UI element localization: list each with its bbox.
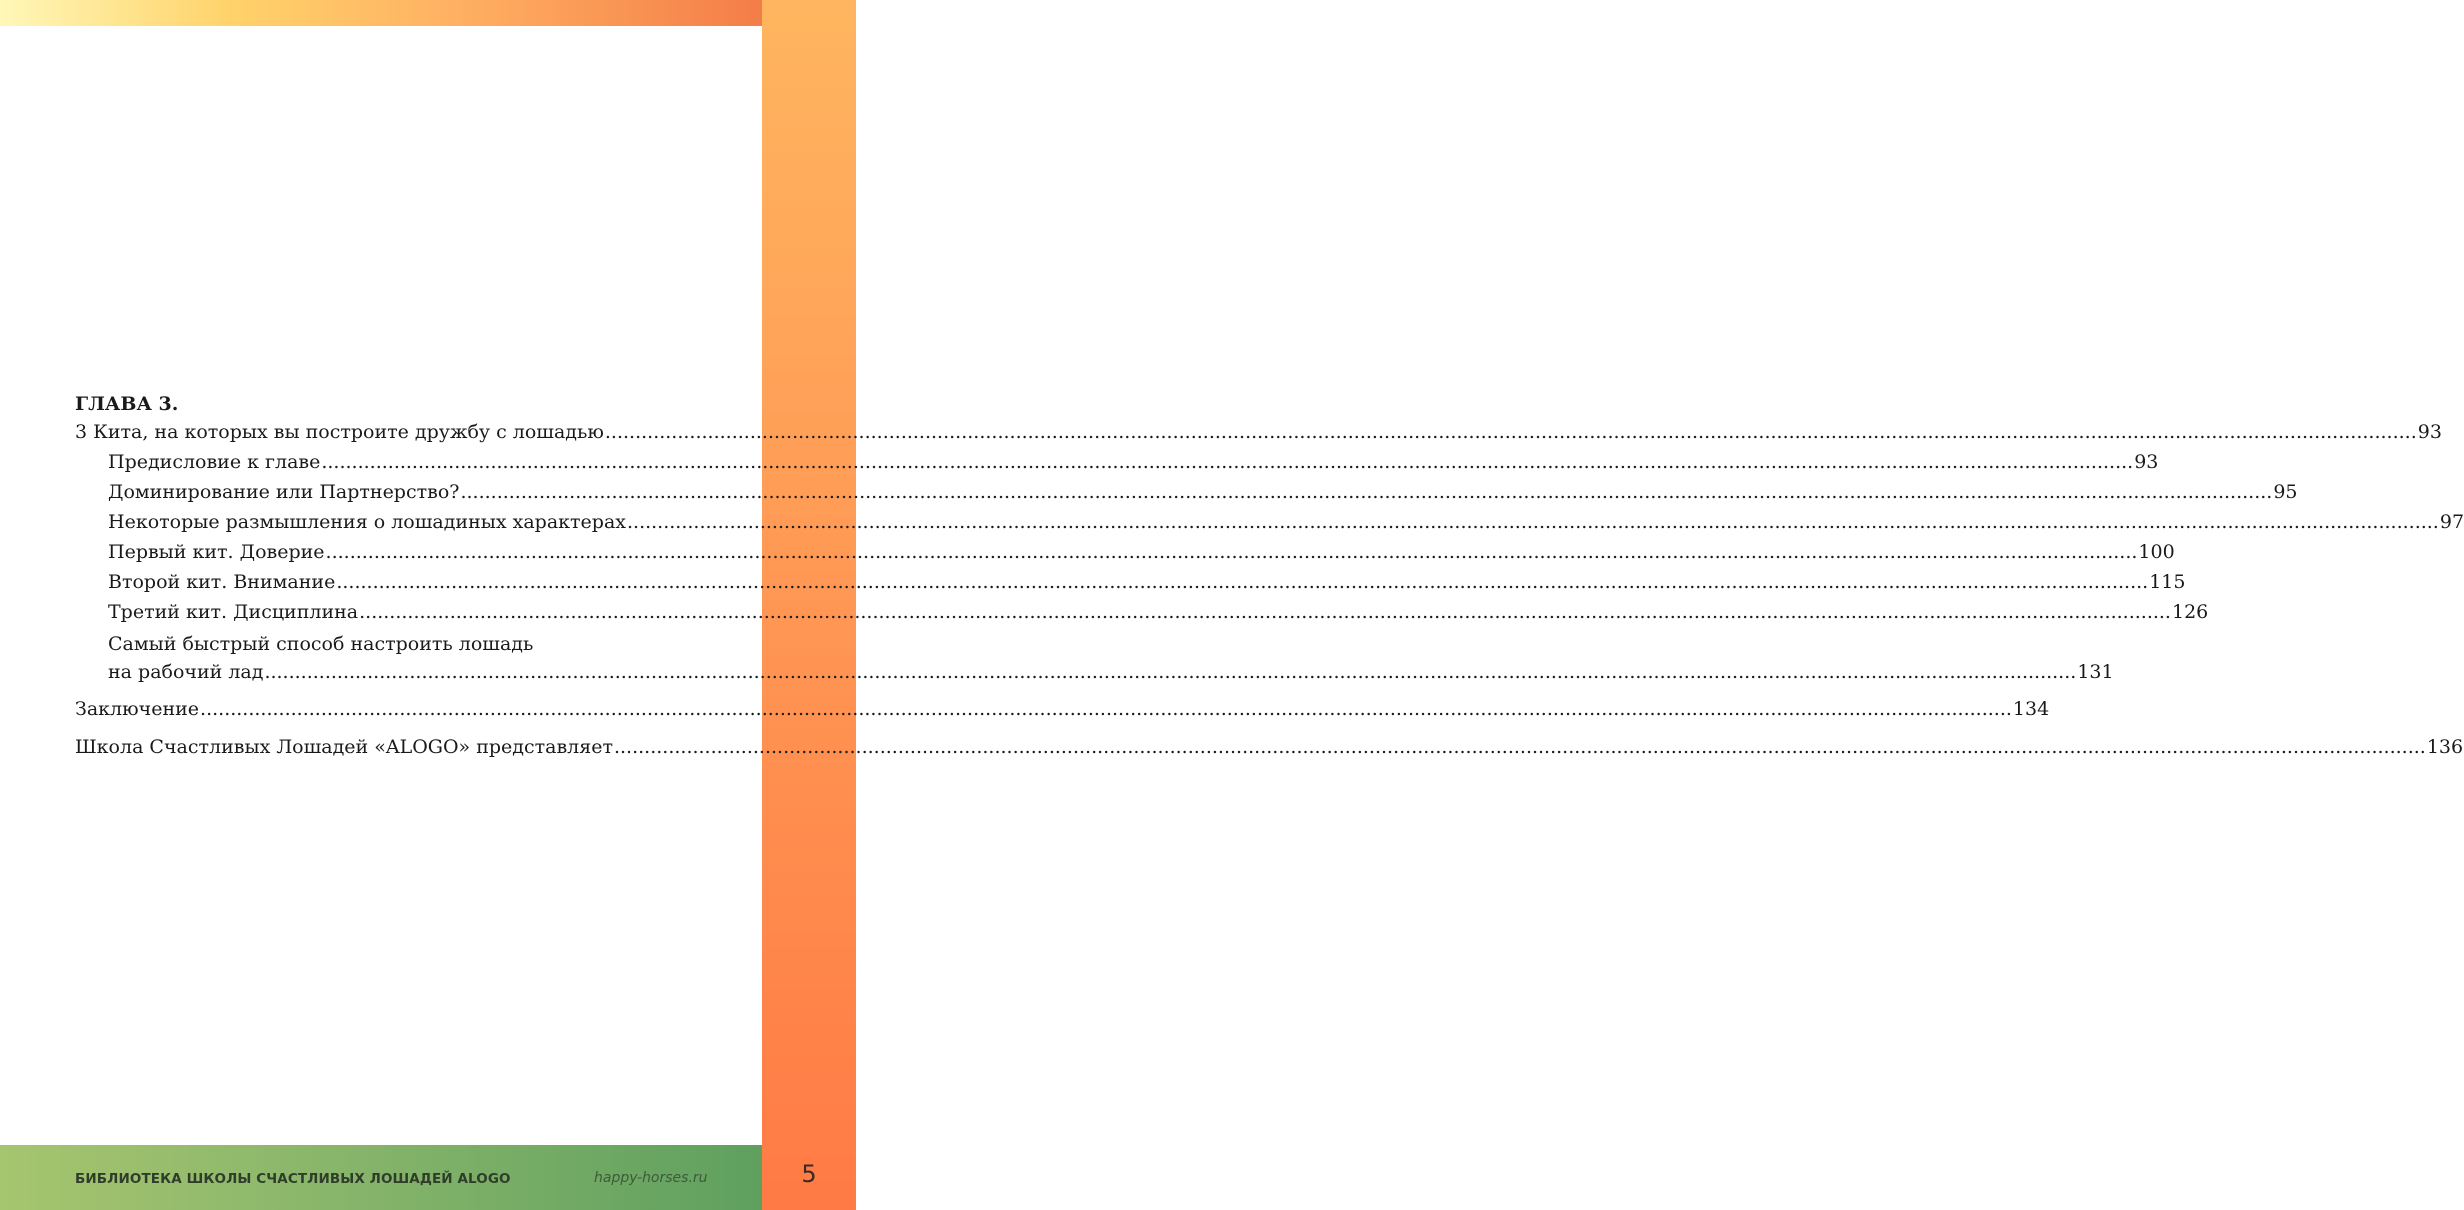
toc-entry-page: 100 — [2138, 541, 2175, 563]
footer-website-link[interactable]: happy-horses.ru — [594, 1170, 708, 1186]
toc-entry-title: Третий кит. Дисциплина — [108, 601, 359, 623]
chapter-heading: ГЛАВА 3. — [75, 393, 179, 415]
leader-dots: ............................................................................................................................................................................................................................................................................................................ — [626, 511, 2439, 533]
leader-dots: ............................................................................................................................................................................................................................................................................................................ — [359, 601, 2171, 623]
toc-entry-conclusion[interactable] — [75, 694, 2050, 724]
toc-entry-title-line1: Самый быстрый способ настроить лошадь — [108, 633, 534, 655]
leader-dots: ............................................................................................................................................................................................................................................................................................................ — [264, 661, 2077, 683]
top-gradient-bar — [0, 0, 762, 26]
leader-dots: ............................................................................................................................................................................................................................................................................................................ — [336, 571, 2149, 593]
toc-entry-page: 134 — [2012, 698, 2050, 720]
toc-entry-page: 115 — [2149, 571, 2186, 593]
toc-entry-section[interactable] — [75, 447, 2159, 477]
page-number: 5 — [801, 1160, 817, 1188]
footer-library-title: БИБЛИОТЕКА ШКОЛЫ СЧАСТЛИВЫХ ЛОШАДЕЙ ALOGO — [75, 1171, 511, 1187]
toc-entry-title: Доминирование или Партнерство? — [108, 481, 460, 503]
toc-entry-title-line2: на рабочий лад — [108, 661, 264, 683]
toc-entry-title: Второй кит. Внимание — [108, 571, 336, 593]
toc-entry-page: 126 — [2171, 601, 2209, 623]
leader-dots: ............................................................................................................................................................................................................................................................................................................ — [200, 698, 2012, 720]
toc-entry-page: 136 — [2426, 736, 2464, 758]
toc-entry-section[interactable] — [75, 537, 2175, 567]
toc-entry-page: 97 — [2439, 511, 2464, 533]
toc-entry-page: 95 — [2273, 481, 2298, 503]
leader-dots: ............................................................................................................................................................................................................................................................................................................ — [321, 451, 2134, 473]
leader-dots: ............................................................................................................................................................................................................................................................................................................ — [604, 421, 2417, 443]
toc-entry-title: Предисловие к главе — [108, 451, 321, 473]
toc-entry-section[interactable] — [75, 567, 2186, 597]
toc-entry-title: 3 Кита, на которых вы построите дружбу с лошадью — [75, 421, 604, 443]
toc-entry-section[interactable] — [75, 477, 2298, 507]
toc-entry-title: Заключение — [75, 698, 200, 720]
toc-entry-page: 131 — [2077, 661, 2114, 683]
leader-dots: ............................................................................................................................................................................................................................................................................................................ — [460, 481, 2273, 503]
toc-entry-section[interactable] — [75, 507, 2464, 537]
leader-dots: ............................................................................................................................................................................................................................................................................................................ — [325, 541, 2138, 563]
toc-entry-title: Первый кит. Доверие — [108, 541, 325, 563]
toc-entry-page: 93 — [2134, 451, 2159, 473]
toc-entry-chapter[interactable] — [75, 417, 2442, 447]
table-of-contents — [75, 391, 2464, 762]
toc-entry-section-multiline[interactable] — [75, 630, 2114, 686]
toc-entry-school[interactable] — [75, 732, 2464, 762]
toc-entry-title: Школа Счастливых Лошадей «ALOGO» представляет — [75, 736, 613, 758]
toc-entry-title: Некоторые размышления о лошадиных характерах — [108, 511, 626, 533]
toc-entry-section[interactable] — [75, 597, 2209, 627]
leader-dots: ............................................................................................................................................................................................................................................................................................................ — [613, 736, 2426, 758]
toc-entry-page: 93 — [2417, 421, 2442, 443]
